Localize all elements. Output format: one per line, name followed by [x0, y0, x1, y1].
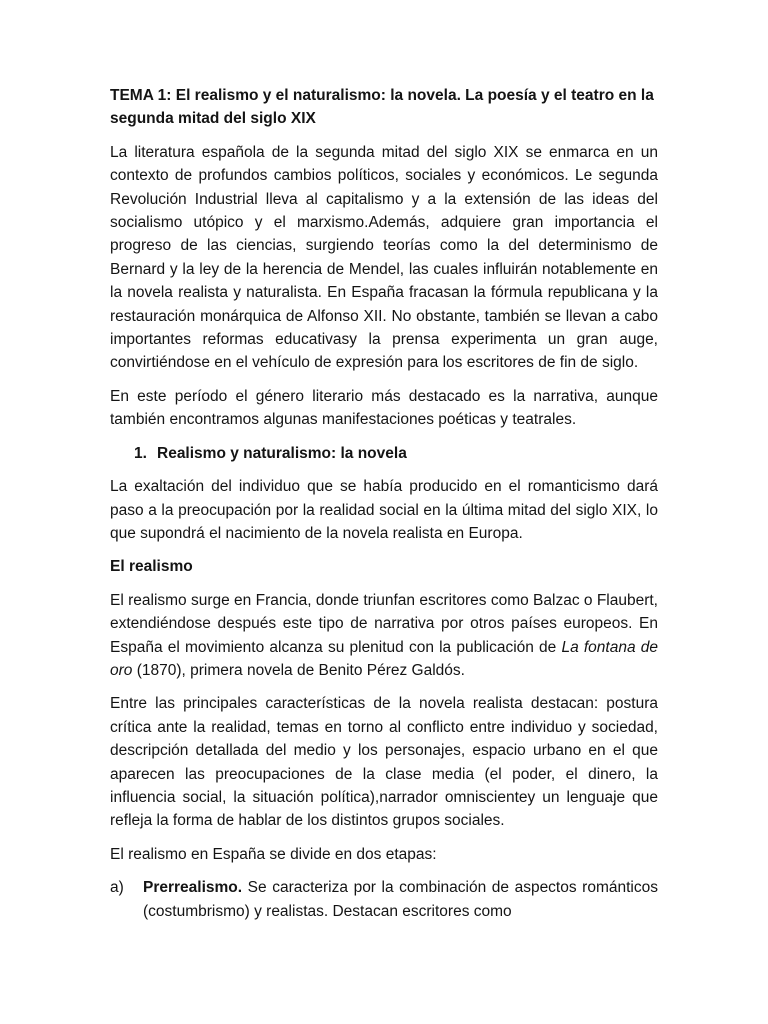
list-marker: a)	[110, 879, 124, 897]
document-body	[110, 84, 658, 923]
period-paragraph: En este período el género literario más destacado es la narrativa, aunque también encontramos algunas manifestaciones poéticas y teatrales.	[110, 387, 658, 429]
caracteristicas-paragraph: Entre las principales características de la novela realista destacan: postura crítica ante la realidad, temas en torno al conflicto entre individuo y sociedad, descripción detallada del medio y los personajes, espacio urbano en el que aparecen las preocupaciones de la clase media (el poder, el dinero, la influencia social, la situación política),narrador omniscientey un lenguaje que refleja la forma de hablar de los distintos grupos sociales.	[110, 695, 658, 830]
section-number: 1.	[134, 444, 147, 462]
section-heading-text: Realismo y naturalismo: la novela	[157, 444, 407, 462]
book-title-italic: La fontana de oro	[110, 638, 658, 679]
realismo-text-before: El realismo surge en Francia, donde triunfan escritores como Balzac o Flaubert, extendiéndose después este tipo de narrativa por otros países europeos. En España el movimiento alcanza su plenitud con la publicación de	[110, 591, 658, 656]
exaltacion-paragraph: La exaltación del individuo que se había producido en el romanticismo dará paso a la preocupación por la realidad social en la última mitad del siglo XIX, lo que supondrá el nacimiento de la novela realista en Europa.	[110, 478, 658, 542]
list-item-a	[110, 876, 658, 923]
intro-paragraph: La literatura española de la segunda mitad del siglo XIX se enmarca en un contexto de profundos cambios políticos, sociales y económicos. Le segunda Revolución Industrial lleva al capitalismo y a la extensión de las ideas del socialismo utópico y el marxismo.Además, adquiere gran importancia el progreso de las ciencias, surgiendo teorías como la del determinismo de Bernard y la ley de la herencia de Mendel, las cuales influirán notablemente en la novela realista y naturalista. En España fracasan la fórmula republicana y la restauración monárquica de Alfonso XII. No obstante, también se llevan a cabo importantes reformas educativasy la prensa experimenta un gran auge, convirtiéndose en el vehículo de expresión para los escritores de fin de siglo.	[110, 143, 658, 372]
section-heading-1	[110, 442, 658, 465]
realismo-text-after: (1870), primera novela de Benito Pérez Galdós.	[132, 661, 465, 679]
document-title: TEMA 1: El realismo y el naturalismo: la novela. La poesía y el teatro en la segunda mitad del siglo XIX	[110, 87, 654, 128]
list-item-term: Prerrealismo.	[143, 879, 243, 897]
list-item-body	[143, 876, 658, 923]
list-item-text: Se caracteriza por la combinación de aspectos románticos (costumbrismo) y realistas. Destacan escritores como	[143, 879, 658, 920]
realismo-paragraph	[110, 589, 658, 683]
etapas-paragraph: El realismo en España se divide en dos etapas:	[110, 845, 437, 863]
realismo-heading: El realismo	[110, 558, 193, 576]
